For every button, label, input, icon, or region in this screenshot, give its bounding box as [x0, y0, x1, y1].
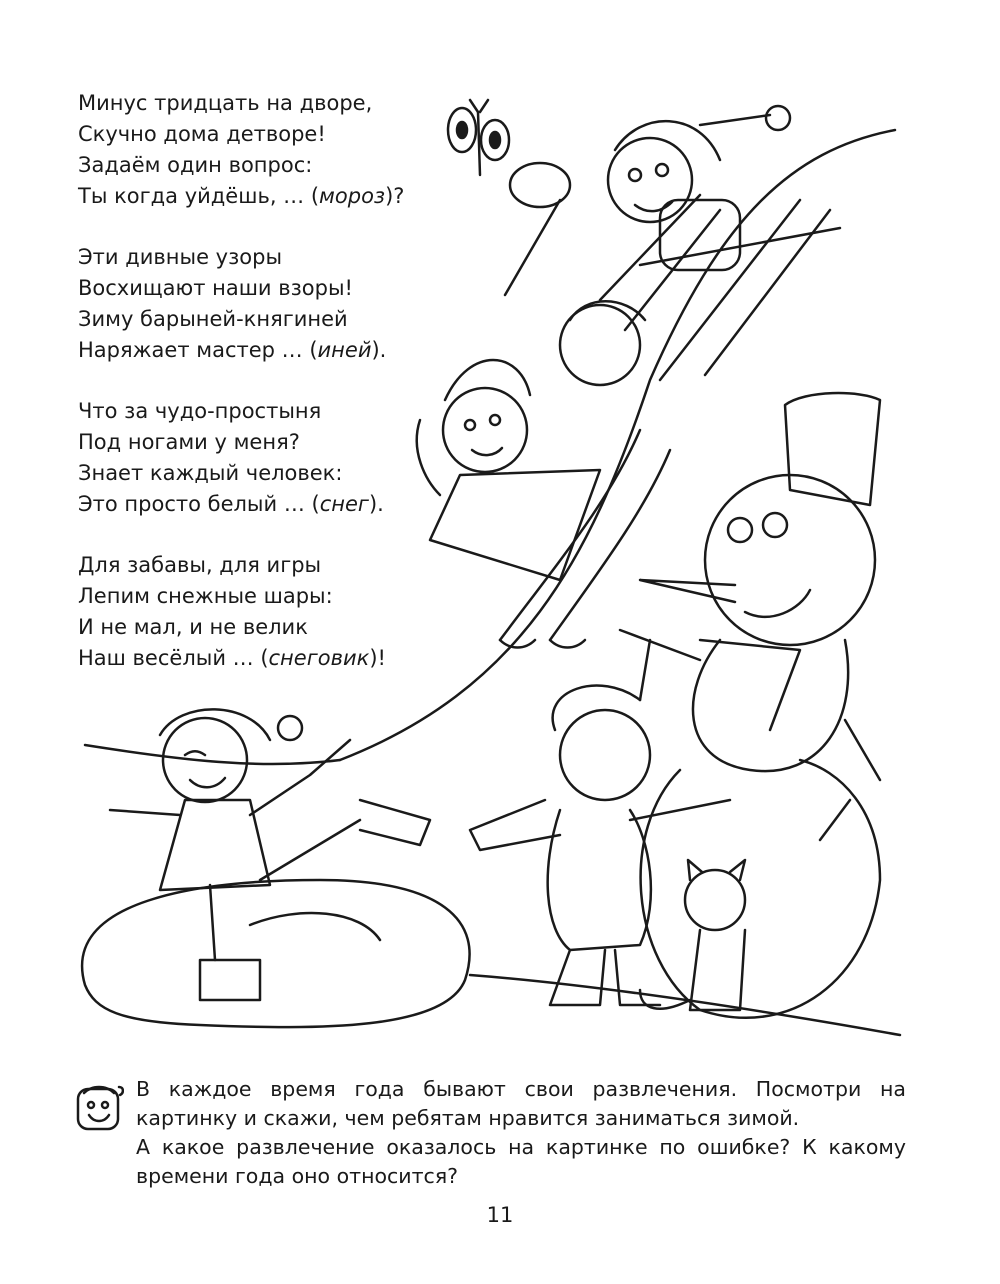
line-end: ). [368, 492, 384, 516]
poem-line: Эти дивные узоры [78, 245, 283, 269]
line-end: ). [371, 338, 387, 362]
hill-slope-line [340, 130, 895, 760]
line-text: Ты когда уйдёшь, … ( [78, 184, 320, 208]
line-text: Наряжает мастер … ( [78, 338, 318, 362]
riddle-answer: снеговик [268, 646, 370, 670]
riddle-answer: мороз [319, 184, 386, 208]
poem-line: Лепим снежные шары: [78, 584, 333, 608]
snowman-icon [620, 393, 880, 1018]
skiing-boy-icon [600, 106, 840, 380]
riddle-answer: снег [319, 492, 369, 516]
ice-rink-icon [82, 880, 470, 1027]
poem-line: Знает каждый человек: [78, 461, 343, 485]
poem-line: И не мал, и не велик [78, 615, 308, 639]
line-text: Это просто белый … ( [78, 492, 320, 516]
line-end: )! [369, 646, 386, 670]
sledding-children-icon [417, 163, 670, 648]
cat-icon [640, 860, 745, 1010]
ice-skating-girl-icon [110, 709, 430, 1000]
riddle-answer: иней [317, 338, 372, 362]
ground-line [470, 975, 900, 1035]
hill-slope-line [85, 745, 340, 764]
thinking-child-face-icon [74, 1083, 124, 1133]
poem-line: Что за чудо-простыня [78, 399, 322, 423]
poem-line: Под ногами у меня? [78, 430, 300, 454]
task-paragraph: А какое развлечение оказалось на картинке по ошибке? К какому времени года оно относится? [136, 1135, 906, 1188]
task-text [136, 1075, 906, 1191]
line-text: Наш весёлый … ( [78, 646, 269, 670]
poem-line: Скучно дома детворе! [78, 122, 326, 146]
poem-line: Для забавы, для игры [78, 553, 322, 577]
poem-line: Задаём один вопрос: [78, 153, 313, 177]
line-end: )? [385, 184, 405, 208]
task-paragraph: В каждое время года бывают свои развлечения. Посмотри на картинку и скажи, чем ребятам нравится заниматься зимой. [136, 1077, 906, 1130]
poem-line: Восхищают наши взоры! [78, 276, 353, 300]
poem-line: Минус тридцать на дворе, [78, 91, 373, 115]
butterfly-icon [448, 100, 509, 175]
page-number: 11 [486, 1203, 514, 1227]
child-with-scarf-icon [470, 686, 730, 1005]
poem-line: Зиму барыней-княгиней [78, 307, 348, 331]
